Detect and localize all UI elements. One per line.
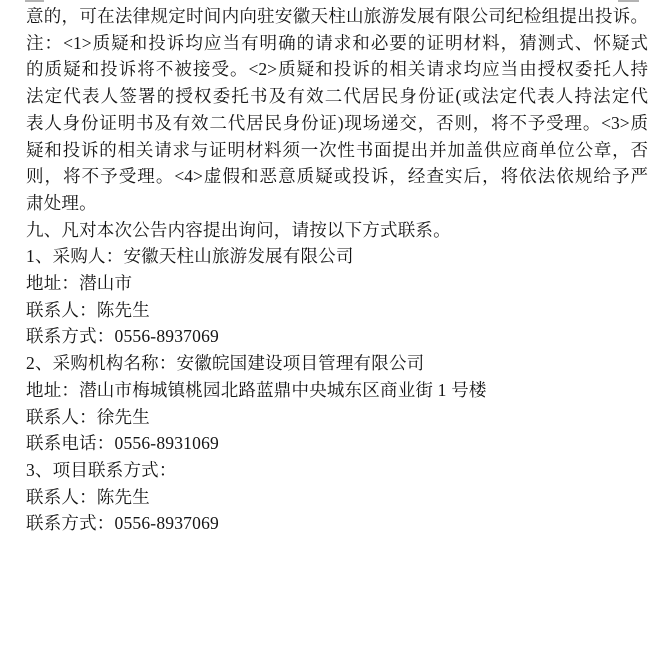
text-line: 注：<1>质疑和投诉均应当有明确的请求和必要的证明材料，猜测式、怀疑式 <box>26 32 648 53</box>
agency-contact-line: 联系人：徐先生 <box>26 406 150 427</box>
text-line: 意的，可在法律规定时间内向驻安徽天柱山旅游发展有限公司纪检组提出投诉。 <box>26 6 648 26</box>
purchaser-name-line: 1、采购人：安徽天柱山旅游发展有限公司 <box>26 246 354 267</box>
text-line: 则，将不予受理。<4>虚假和恶意质疑或投诉，经查实后，将依法依规给予严 <box>26 166 648 187</box>
text-line: 肃处理。 <box>26 192 97 213</box>
agency-address-line: 地址：潜山市梅城镇桃园北路蓝鼎中央城东区商业街 1 号楼 <box>26 379 487 400</box>
project-phone-line: 联系方式：0556-8937069 <box>26 513 219 534</box>
purchaser-address-line: 地址：潜山市 <box>26 273 133 294</box>
text-line: 法定代表人签署的授权委托书及有效二代居民身份证(或法定代表人持法定代 <box>26 86 648 107</box>
document-body <box>26 3 648 537</box>
cropped-text-fragment-left <box>25 0 44 2</box>
text-line: 表人身份证明书及有效二代居民身份证)现场递交，否则，将不予受理。<3>质 <box>26 112 648 133</box>
purchaser-phone-line: 联系方式：0556-8937069 <box>26 326 219 347</box>
project-contact-heading: 3、项目联系方式： <box>26 459 177 480</box>
text-line: 的质疑和投诉将不被接受。<2>质疑和投诉的相关请求均应当由授权委托人持 <box>26 59 648 80</box>
section-heading: 九、凡对本次公告内容提出询问，请按以下方式联系。 <box>26 219 451 240</box>
agency-name-line: 2、采购机构名称：安徽皖国建设项目管理有限公司 <box>26 353 425 374</box>
cropped-text-fragment-right <box>618 0 639 2</box>
project-contact-line: 联系人：陈先生 <box>26 486 150 507</box>
text-line: 疑和投诉的相关请求与证明材料须一次性书面提出并加盖供应商单位公章，否 <box>26 139 648 160</box>
purchaser-contact-line: 联系人：陈先生 <box>26 299 150 320</box>
agency-phone-line: 联系电话：0556-8931069 <box>26 433 219 454</box>
